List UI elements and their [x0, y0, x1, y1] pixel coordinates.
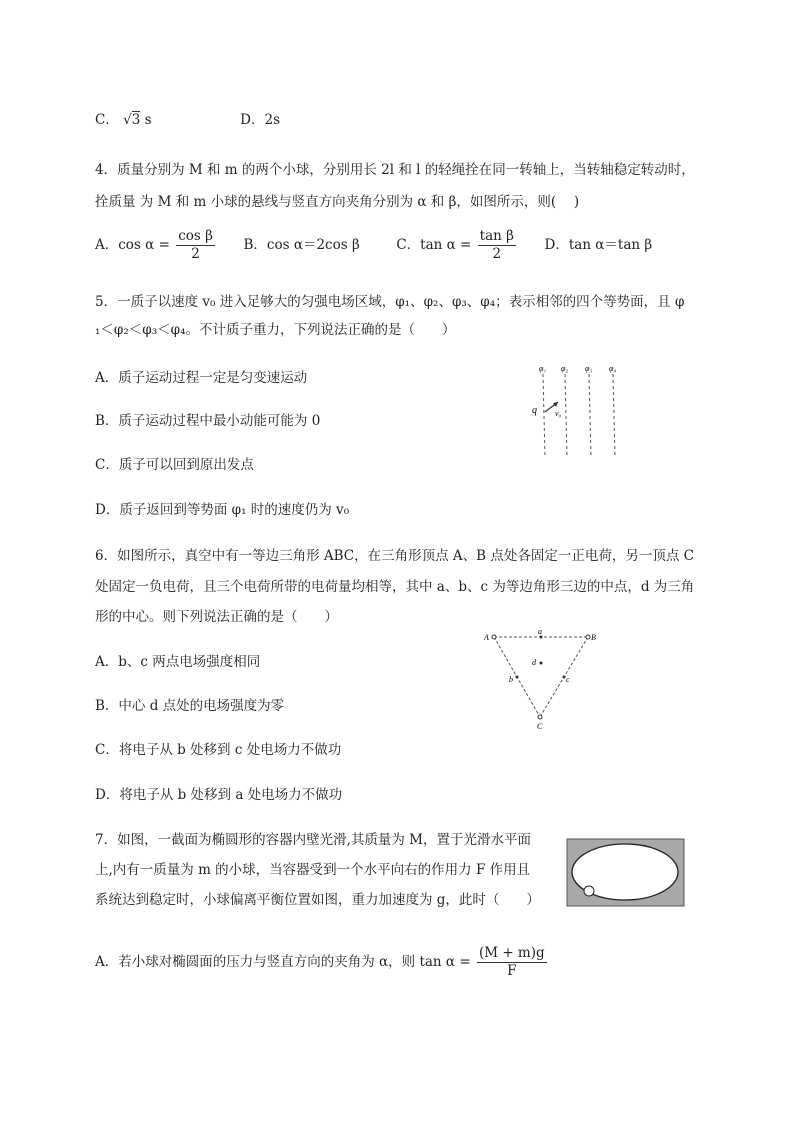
q4-option-c: [396, 228, 518, 263]
q7-stem-line3: 系统达到稳定时，小球偏离平衡位置如图，重力加速度为 g，此时（ ）: [95, 892, 540, 908]
label-A: A: [484, 633, 489, 642]
q7-option-a-fraction: [477, 945, 547, 980]
equipotential-line-2: [565, 374, 567, 458]
fraction-numerator: cos β: [178, 228, 213, 244]
q5-option-b: B．质子运动过程中最小动能可能为 0: [95, 413, 321, 429]
charge-q-label: q: [532, 405, 537, 416]
phi1-label: φ₁: [539, 364, 547, 373]
q7-option-a: [95, 945, 549, 980]
midpoint-b: [516, 676, 519, 679]
q5-option-d: D．质子返回到等势面 φ₁ 时的速度仍为 v₀: [95, 502, 350, 518]
q3-options: [95, 108, 280, 128]
fraction-denominator: 2: [191, 245, 200, 262]
sqrt-symbol: √3: [123, 112, 141, 128]
q6-option-a: A．b、c 两点电场强度相同: [95, 654, 261, 670]
vertex-a: [492, 635, 496, 639]
phi2-label: φ₂: [561, 364, 569, 373]
q4-options: [95, 228, 652, 263]
phi4-label: φ₄: [609, 364, 617, 373]
q6-option-b: B．中心 d 点处的电场强度为零: [95, 698, 285, 714]
velocity-label: v₀: [555, 409, 562, 418]
velocity-arrowhead: [553, 402, 558, 407]
q5-equipotential-figure: [525, 360, 635, 460]
label-d: d: [532, 658, 536, 667]
q4-option-a: [95, 228, 217, 263]
q7-ellipse-container-figure: [566, 838, 686, 908]
center-d: [540, 662, 543, 665]
fraction-denominator: 2: [492, 245, 502, 262]
q7-option-a-label: A．若小球对椭圆面的压力与竖直方向的夹角为 α，则 tan α =: [95, 953, 471, 970]
q6-option-c: C．将电子从 b 处移到 c 处电场力不做功: [95, 742, 342, 758]
q5-stem-line1: 5．一质子以速度 v₀ 进入足够大的匀强电场区域，φ₁、φ₂、φ₃、φ₄；表示相邻的四个等势面，且 φ: [95, 294, 685, 310]
q3-option-c-label: C．: [95, 112, 119, 128]
q5-option-a: A．质子运动过程一定是匀变速运动: [95, 370, 308, 386]
q4-option-a-label: A．cos α =: [95, 236, 170, 253]
q7-stem-line1: 7．如图，一截面为椭圆形的容器内壁光滑,其质量为 M，置于光滑水平面: [95, 832, 531, 848]
q4-stem-line2: 拴质量 为 M 和 m 小球的悬线与竖直方向夹角分别为 α 和 β，如图所示，则( ): [95, 194, 580, 210]
q7-stem-line2: 上,内有一质量为 m 的小球，当容器受到一个水平向右的作用力 F 作用且: [95, 862, 531, 878]
q4-option-b: B．cos α＝2cos β: [243, 236, 360, 253]
q6-option-d: D．将电子从 b 处移到 a 处电场力不做功: [95, 787, 343, 803]
q4-option-d: D．tan α＝tan β: [544, 236, 653, 253]
q3-option-c-radicand: 3: [131, 112, 141, 128]
fraction-numerator: tan β: [479, 228, 514, 244]
label-c: c: [566, 675, 570, 684]
equipotential-line-3: [589, 374, 591, 458]
fraction-denominator: F: [507, 962, 517, 979]
label-a: a: [538, 627, 542, 636]
q3-option-c-unit: s: [144, 112, 152, 128]
small-ball: [584, 886, 594, 896]
label-B: B: [591, 633, 596, 642]
q4-option-c-fraction: [478, 228, 516, 263]
q6-triangle-figure: [482, 625, 602, 735]
equipotential-line-1: [543, 374, 545, 458]
phi3-label: φ₃: [585, 364, 593, 373]
equipotential-line-4: [613, 374, 615, 458]
q4-stem-line1: 4．质量分别为 M 和 m 的两个小球，分别用长 2l 和 l 的轻绳拴在同一转轴上，当转轴稳定转动时，: [95, 162, 695, 178]
q6-stem-line1: 6．如图所示，真空中有一等边三角形 ABC，在三角形顶点 A、B 点处各固定一正电荷，另一顶点 C: [95, 548, 695, 564]
vertex-c: [538, 715, 542, 719]
vertex-b: [586, 635, 590, 639]
q5-option-c: C．质子可以回到原出发点: [95, 457, 254, 473]
q5-stem-line2: ₁＜φ₂＜φ₃＜φ₄。不计质子重力，下列说法正确的是（ ）: [95, 322, 456, 338]
label-b: b: [509, 675, 513, 684]
q4-option-a-fraction: [176, 228, 215, 263]
label-C: C: [537, 722, 543, 731]
q6-stem-line2: 处固定一负电荷，且三个电荷所带的电荷量均相等，其中 a、b、c 为等边角形三边的中点，d 为三角: [95, 579, 695, 595]
q4-option-c-label: C．tan α =: [396, 236, 472, 253]
q6-stem-line3: 形的中心。则下列说法正确的是（ ）: [95, 609, 338, 625]
q3-option-d: D．2s: [240, 112, 281, 128]
fraction-numerator: (M + m)g: [478, 945, 545, 961]
